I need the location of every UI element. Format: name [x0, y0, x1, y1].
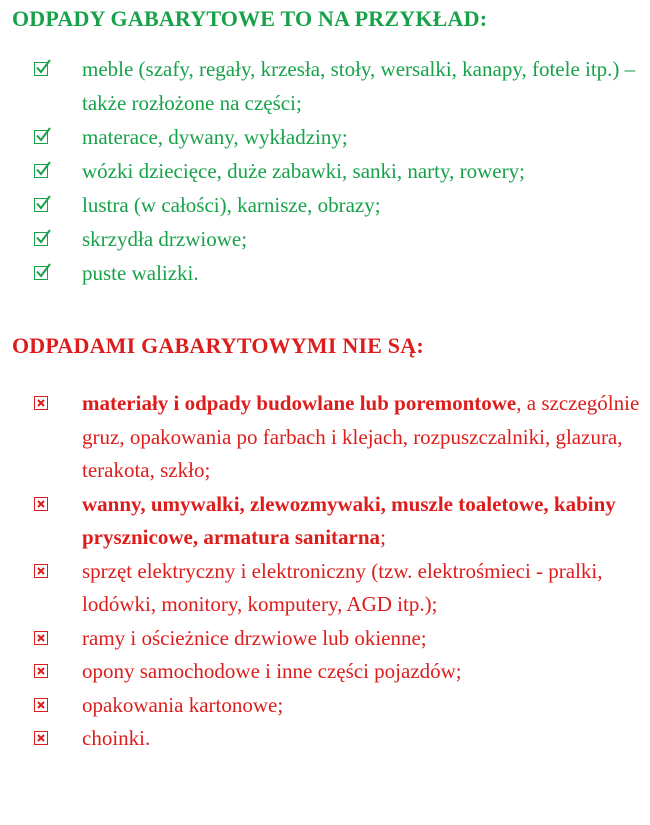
checkbox-checked-icon: [34, 266, 48, 280]
allowed-heading: [12, 6, 642, 32]
list-item-text: opony samochodowe i inne części pojazdów;: [82, 659, 462, 683]
list-item: [12, 689, 642, 723]
excluded-items-list: [12, 387, 642, 756]
list-item-text: ramy i ościeżnice drzwiowe lub okienne;: [82, 625, 427, 650]
list-item-bold-text: materiały i odpady budowlane lub poremontowe: [82, 391, 517, 415]
list-item: [12, 387, 642, 488]
excluded-heading-end: :: [416, 333, 424, 358]
list-item-text: sprzęt elektryczny i elektroniczny (tzw. elektrośmieci - pralki, lodówki, monitory, komputery, AGD itp.);: [82, 558, 603, 616]
checkbox-crossed-icon: [34, 497, 48, 511]
list-item-bold-text: wanny, umywalki, zlewozmywaki, muszle toaletowe, kabiny prysznicowe, armatura sanitarna: [82, 491, 616, 549]
list-item-text: choinki.: [82, 726, 151, 750]
list-item: [12, 622, 642, 656]
checkbox-crossed-icon: [34, 731, 48, 745]
list-item: [12, 154, 642, 188]
checkbox-crossed-icon: [34, 664, 48, 678]
list-item-text: puste walizki.: [82, 261, 199, 285]
list-item-text: skrzydła drzwiowe;: [82, 227, 248, 251]
checkbox-checked-icon: [34, 164, 48, 178]
list-item-text: , a szczególnie gruz, opakowania po farbach i klejach, rozpuszczalniki, glazura, terakota, szkło;: [82, 391, 640, 482]
checkbox-crossed-icon: [34, 396, 48, 410]
excluded-heading: [12, 333, 642, 359]
list-item: [12, 655, 642, 689]
list-item-text: ;: [380, 525, 386, 549]
allowed-items-list: [12, 52, 642, 290]
list-item-text: lustra (w całości), karnisze, obrazy;: [82, 193, 381, 217]
checkbox-crossed-icon: [34, 698, 48, 712]
allowed-items-section: [12, 6, 642, 290]
list-item: [12, 188, 642, 222]
excluded-heading-bold: NIE SĄ: [342, 333, 417, 358]
list-item-text: meble (szafy, regały, krzesła, stoły, wersalki, kanapy, fotele itp.) – także rozłożone na części;: [82, 57, 636, 115]
list-item-text: opakowania kartonowe;: [82, 692, 284, 717]
allowed-heading-rest: TO NA PRZYKŁAD:: [275, 6, 488, 31]
checkbox-checked-icon: [34, 232, 48, 246]
list-item: [12, 222, 642, 256]
list-item: [12, 52, 642, 120]
checkbox-checked-icon: [34, 198, 48, 212]
list-item: [12, 488, 642, 555]
list-item: [12, 722, 642, 756]
list-item: [12, 555, 642, 622]
excluded-items-section: [12, 333, 642, 756]
list-item: [12, 120, 642, 154]
excluded-heading-start: ODPADAMI GABARYTOWYMI: [12, 333, 343, 358]
checkbox-checked-icon: [34, 62, 48, 76]
allowed-heading-bold: ODPADY GABARYTOWE: [12, 6, 276, 31]
checkbox-crossed-icon: [34, 564, 48, 578]
list-item-text: materace, dywany, wykładziny;: [82, 125, 348, 149]
list-item-text: wózki dziecięce, duże zabawki, sanki, narty, rowery;: [82, 159, 525, 183]
checkbox-checked-icon: [34, 130, 48, 144]
checkbox-crossed-icon: [34, 631, 48, 645]
list-item: [12, 256, 642, 290]
